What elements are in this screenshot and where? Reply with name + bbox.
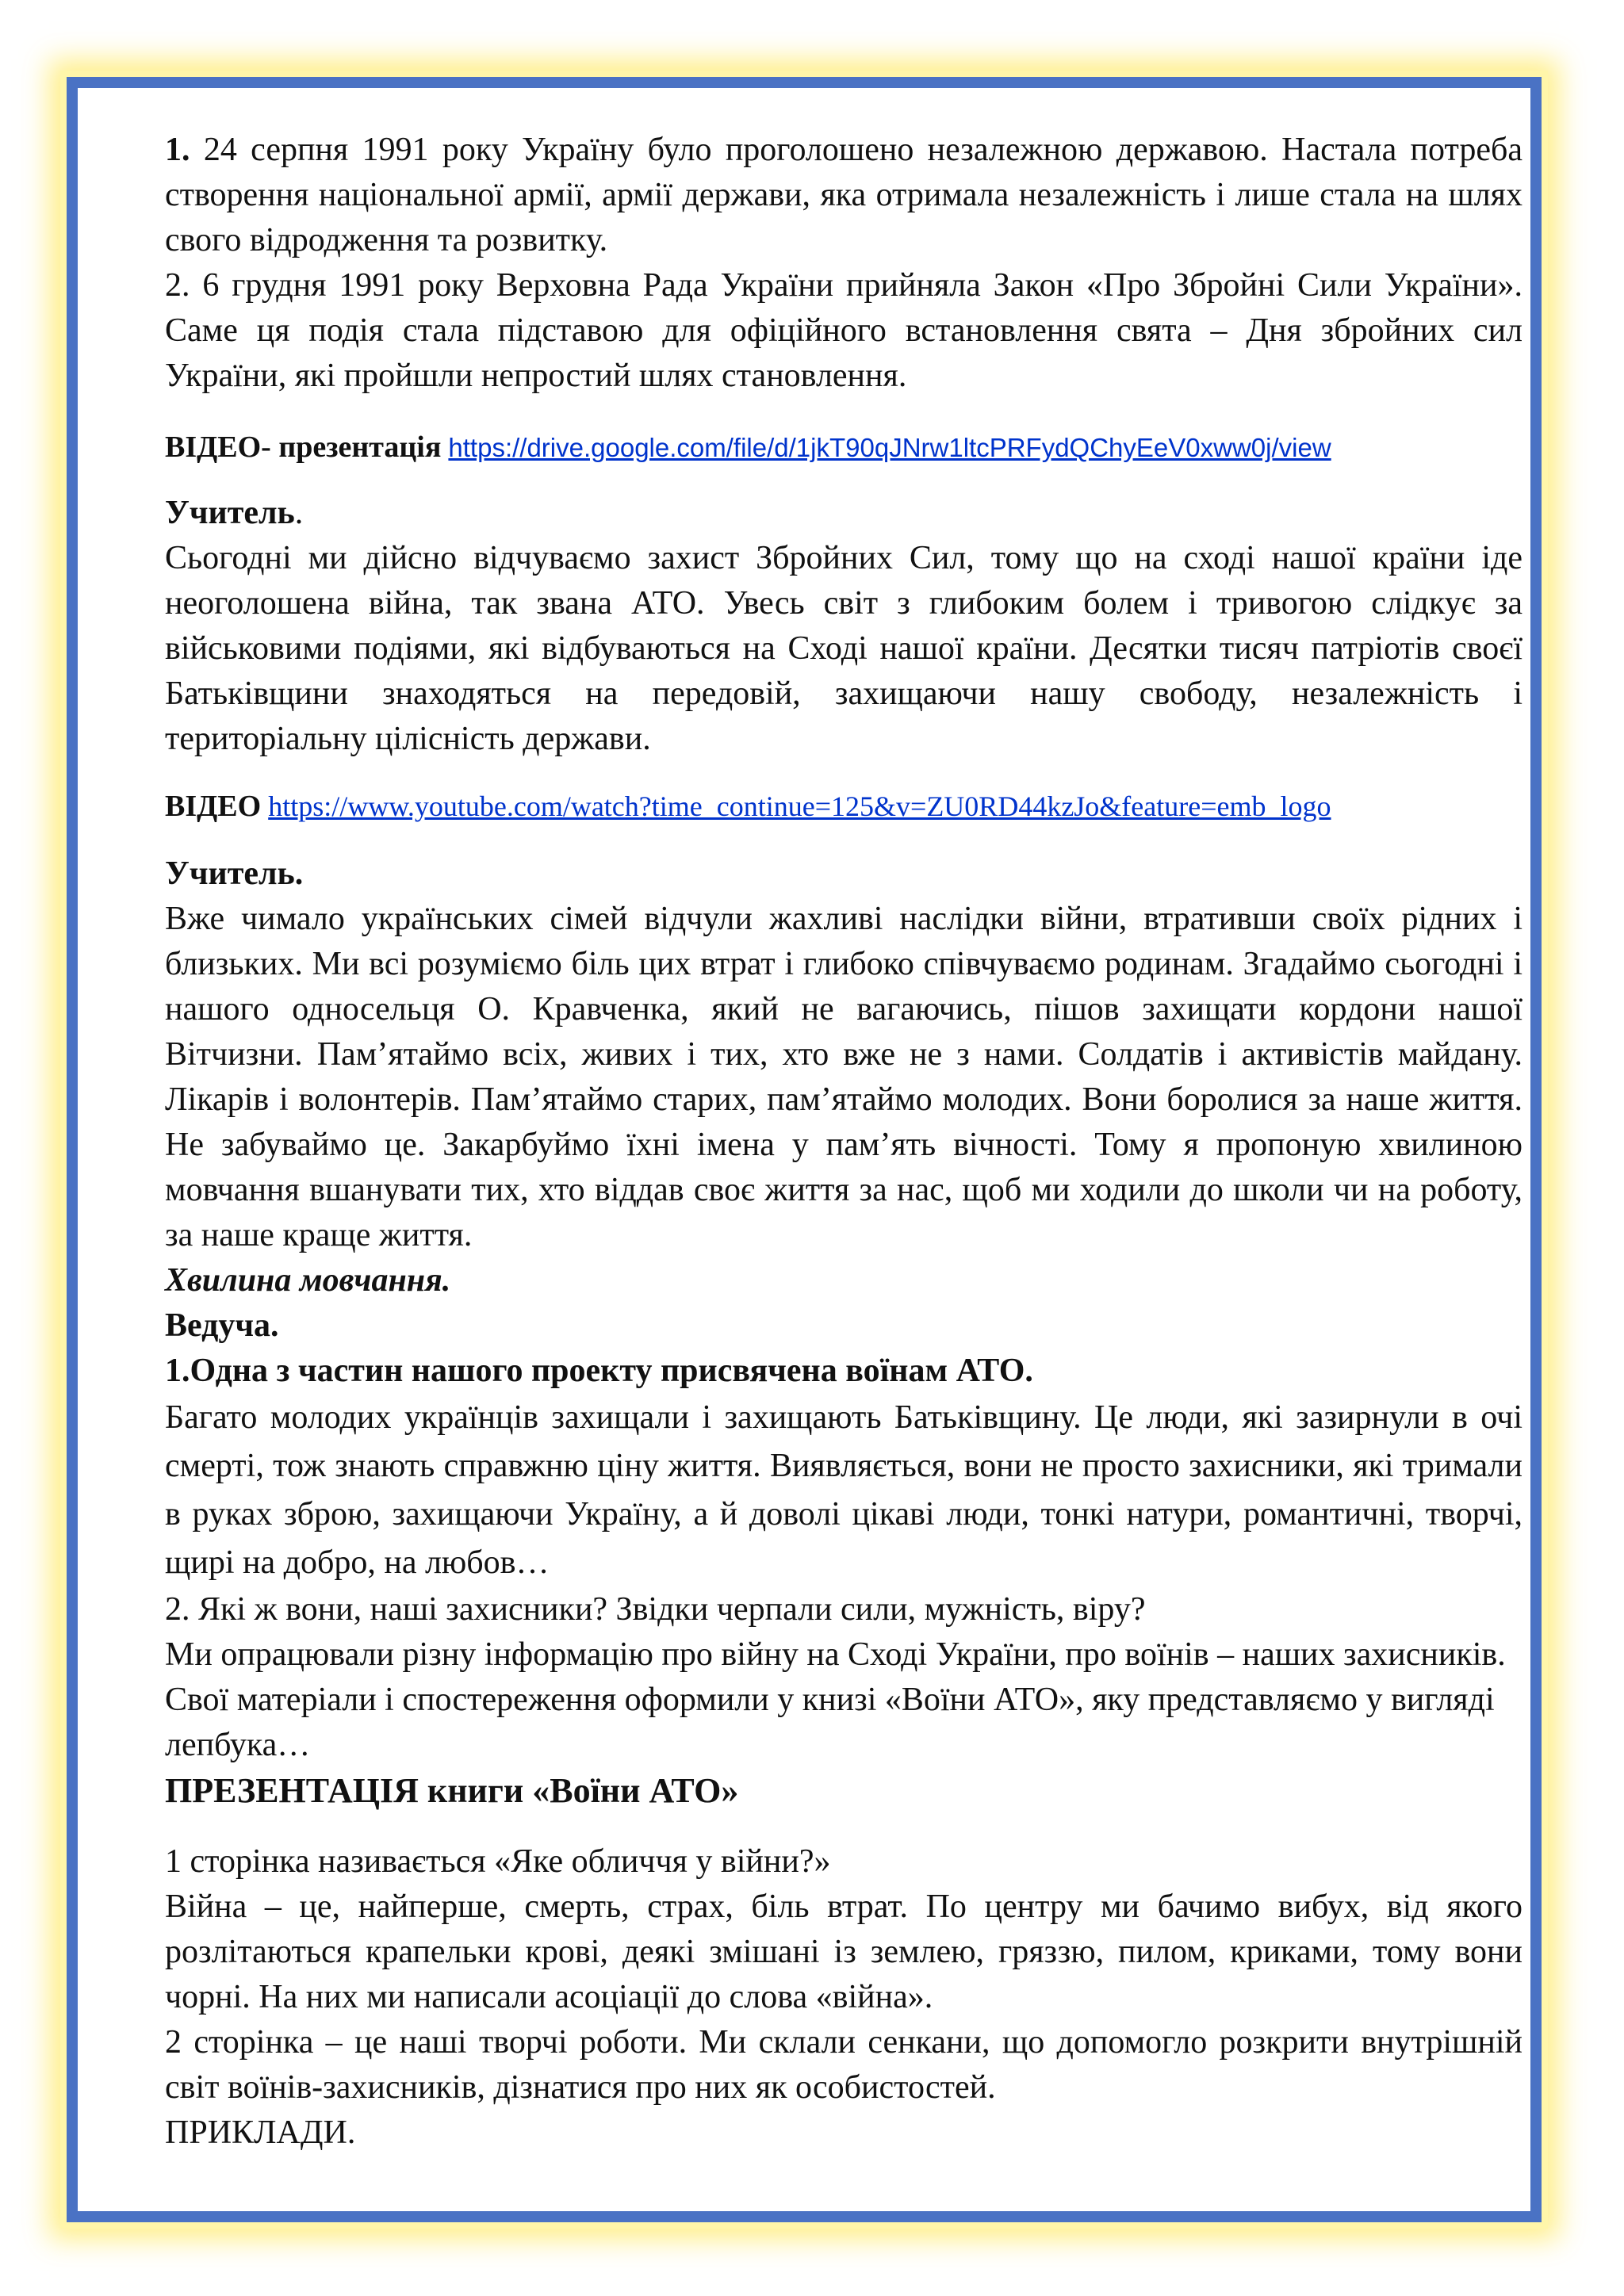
spacer [165,470,1522,491]
video-youtube-link[interactable]: https://www.youtube.com/watch?time_continue=125&v=ZU0RD44kzJo&feature=emb_logo [268,790,1331,822]
page1-paragraph: Війна – це, найперше, смерть, страх, біль втрат. По центру ми бачимо вибух, від якого розлітаються крапельки крові, деякі змішані із землею, гряззю, пилом, криками, тому вони чорні. На них ми написали асоціації до слова «війна». [165,1888,1522,2015]
page-frame [67,77,1542,2222]
paragraph-law: 2. 6 грудня 1991 року Верховна Рада України прийняла Закон «Про Збройні Сили України». Саме ця подія стала підставою для офіційного встановлення свята – Дня збройних сил України, які пройшли непростий шлях становлення. [165,267,1522,394]
host-heading: 1.Одна з частин нашого проекту присвячена воїнам АТО. [165,1353,1033,1389]
page1-title: 1 сторінка називається «Яке обличчя у війни?» [165,1843,831,1880]
video-label: ВІДЕО [165,790,262,823]
spacer [165,399,1522,425]
teacher-paragraph-war: Сьогодні ми дійсно відчуваємо захист Збройних Сил, тому що на сході нашої країни іде неоголошена війна, так звана АТО. Увесь світ з глибоким болем і тривогою слідкує за військовими подіями, які відбуваються на Сході нашої країни. Десятки тисяч патріотів своєї Батьківщини знаходяться на передовій, захищаючи нашу свободу, незалежність і територіальну цілісність держави. [165,540,1522,757]
video-line [165,784,1522,829]
host-paragraph: Багато молодих українців захищали і захищають Батьківщину. Це люди, які зазирнули в очі смерті, тож знають справжню ціну життя. Виявляється, вони не просто захисники, які тримали в руках зброю, захищаючи Україну, а й доволі цікаві люди, тонкі натури, романтичні, творчі, щирі на добро, на любов… [165,1399,1522,1581]
paragraph-text: 24 серпня 1991 року Україну було проголошено незалежною державою. Настала потреба створення національної армії, армії держави, яка отримала незалежність і лише стала на шлях свого відродження та розвитку. [165,132,1522,258]
presentation-heading: ПРЕЗЕНТАЦІЯ книги «Воїни АТО» [165,1771,739,1810]
video-presentation-link[interactable]: https://drive.google.com/file/d/1jkT90qJNrw1ltcPRFydQChyEeV0xww0j/view [448,433,1331,462]
materials-paragraph: Свої матеріали і спостереження оформили у книзі «Воїни АТО», яку представляємо у вигляді лепбука… [165,1682,1495,1763]
spacer [165,829,1522,851]
video-presentation-label: ВІДЕО- презентація [165,430,442,464]
paragraph-independence [165,128,1522,263]
teacher-paragraph-memory: Вже чимало українських сімей відчули жахливі наслідки війни, втративши своїх рідних і близьких. Ми всі розуміємо біль цих втрат і глибоко співчуваємо родинам. Згадаймо сьогодні і нашого односельця О. Кравченка, який не вагаючись, пішов захищати кордони нашої Вітчизни. Пам’ятаймо всіх, живих і тих, хто вже не з нами. Солдатів і активістів майдану. Лікарів і волонтерів. Пам’ятаймо старих, пам’ятаймо молодих. Вони боролися за наше життя. Не забуваймо це. Закарбуймо їхні імена у пам’ять вічності. Тому я пропоную хвилиною мовчання вшанувати тих, хто віддав своє життя за нас, щоб ми ходили до школи чи на роботу, за наше краще життя. [165,901,1522,1253]
teacher-label-text: Учитель [165,495,295,531]
video-presentation-line [165,425,1522,470]
examples-label: ПРИКЛАДИ. [165,2114,356,2151]
teacher-label-2: Учитель. [165,855,304,892]
paragraph-number: 1. [165,132,190,168]
research-paragraph: Ми опрацювали різну інформацію про війну на Сході України, про воїнів – наших захисників. [165,1636,1506,1673]
host-label: Ведуча. [165,1307,279,1344]
teacher-label-dot: . [294,495,304,531]
teacher-label [165,491,1522,536]
spacer [165,762,1522,784]
question-paragraph: 2. Які ж вони, наші захисники? Звідки черпали сили, мужність, віру? [165,1591,1146,1628]
minute-of-silence: Хвилина мовчання. [165,1262,451,1299]
document-body [165,128,1522,2156]
page2-paragraph: 2 сторінка – це наші творчі роботи. Ми склали сенкани, що допомогло розкрити внутрішній світ воїнів-захисників, дізнатися про них як особистостей. [165,2024,1522,2106]
spacer [165,1813,1522,1839]
